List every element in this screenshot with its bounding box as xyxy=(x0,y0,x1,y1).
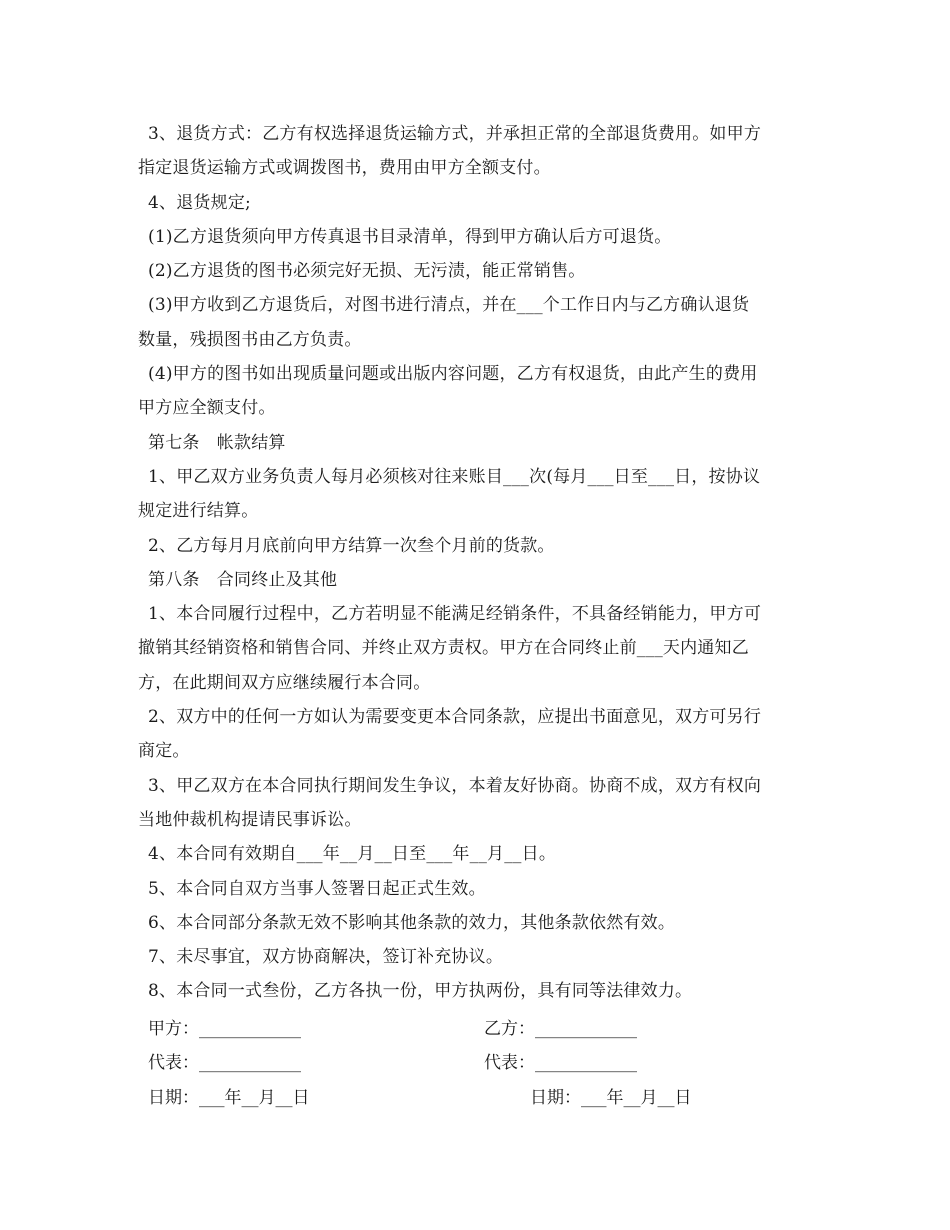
paragraph-line: 1、甲乙双方业务负责人每月必须核对往来账目___次(每月___日至___日，按协议 xyxy=(148,466,761,487)
article-8-item-4: 4、本合同有效期自___年__月__日至___年__月__日。 xyxy=(148,844,557,865)
paragraph-line: (4)甲方的图书如出现质量问题或出版内容问题，乙方有权退货，由此产生的费用 xyxy=(148,364,758,385)
article-8-item-2 xyxy=(138,700,815,769)
paragraph-line: 商定。 xyxy=(138,741,190,762)
rule-item-3 xyxy=(138,288,815,357)
paragraph-line: 1、本合同履行过程中，乙方若明显不能满足经销条件，不具备经销能力，甲方可 xyxy=(148,604,762,625)
paragraph-line: 数量，残损图书由乙方负责。 xyxy=(138,329,362,350)
paragraph-line: 3、甲乙双方在本合同执行期间发生争议，本着友好协商。协商不成，双方有权向 xyxy=(148,775,762,796)
article-8-item-7: 7、未尽事宜，双方协商解决，签订补充协议。 xyxy=(148,947,504,968)
signature-row-date xyxy=(148,1081,808,1115)
party-b-signature: 乙方：____________ xyxy=(484,1019,637,1039)
article-7-item-1 xyxy=(138,460,815,529)
clause-return-method xyxy=(138,117,815,186)
paragraph-line: 撤销其经销资格和销售合同、并终止双方责权。甲方在合同终止前___天内通知乙 xyxy=(138,638,749,659)
paragraph-line: 甲方应全额支付。 xyxy=(138,398,276,419)
paragraph-line: 规定进行结算。 xyxy=(138,501,259,522)
paragraph-line: 当地仲裁机构提请民事诉讼。 xyxy=(138,809,362,830)
paragraph-line: 3、退货方式：乙方有权选择退货运输方式，并承担正常的全部退货费用。如甲方 xyxy=(148,124,762,144)
paragraph-line: 2、双方中的任何一方如认为需要变更本合同条款，应提出书面意见，双方可另行 xyxy=(148,707,762,728)
party-a-representative: 代表：____________ xyxy=(148,1053,301,1074)
party-b-date: 日期：___年__月__日 xyxy=(530,1087,692,1108)
signature-block xyxy=(148,1012,808,1115)
article-8-item-5: 5、本合同自双方当事人签署日起正式生效。 xyxy=(148,878,486,899)
article-8-heading: 第八条 合同终止及其他 xyxy=(148,569,338,590)
paragraph-line: 方，在此期间双方应继续履行本合同。 xyxy=(138,672,431,693)
article-8-item-6: 6、本合同部分条款无效不影响其他条款的效力，其他条款依然有效。 xyxy=(148,912,676,933)
article-7-heading: 第七条 帐款结算 xyxy=(148,432,286,453)
party-a-signature: 甲方：____________ xyxy=(148,1019,301,1039)
clause-return-rules: 4、退货规定; xyxy=(148,192,251,213)
party-a-date: 日期：___年__月__日 xyxy=(148,1087,310,1108)
rule-item-4 xyxy=(138,357,815,426)
rule-item-1: (1)乙方退货须向甲方传真退书目录清单，得到甲方确认后方可退货。 xyxy=(148,226,672,247)
article-8-item-8: 8、本合同一式叁份，乙方各执一份，甲方执两份，具有同等法律效力。 xyxy=(148,981,693,1002)
article-8-item-3 xyxy=(138,769,815,838)
contract-body xyxy=(138,117,815,1009)
paragraph-line: 指定退货运输方式或调拨图书，费用由甲方全额支付。 xyxy=(138,158,551,179)
signature-row-representative xyxy=(148,1046,808,1080)
signature-row-party xyxy=(148,1012,808,1046)
article-7-item-2: 2、乙方每月月底前向甲方结算一次叁个月前的货款。 xyxy=(148,535,555,556)
article-8-item-1 xyxy=(138,597,815,700)
party-b-representative: 代表：____________ xyxy=(484,1053,637,1074)
rule-item-2: (2)乙方退货的图书必须完好无损、无污渍，能正常销售。 xyxy=(148,261,586,282)
paragraph-line: (3)甲方收到乙方退货后，对图书进行清点，并在___个工作日内与乙方确认退货 xyxy=(148,295,750,316)
